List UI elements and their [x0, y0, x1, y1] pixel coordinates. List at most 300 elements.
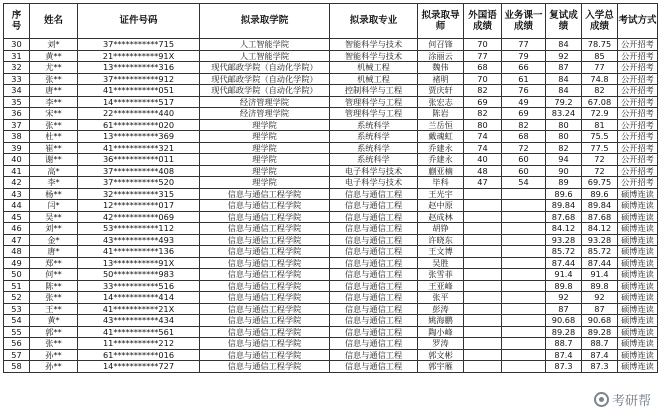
- table-row: [4, 257, 658, 269]
- cell-college: 信息与通信工程学院: [200, 349, 330, 361]
- cell-retest: 92: [546, 50, 582, 62]
- cell-id: 14***********414: [78, 292, 200, 304]
- cell-retest: 94: [546, 154, 582, 166]
- cell-name: 闫*: [30, 200, 78, 212]
- cell-retest: 90.68: [546, 315, 582, 327]
- cell-total: 87.4: [582, 349, 618, 361]
- cell-total: 89.8: [582, 280, 618, 292]
- cell-name: 杜**: [30, 131, 78, 143]
- cell-id: 43***********493: [78, 234, 200, 246]
- cell-major: 管理科学与工程: [330, 108, 418, 120]
- cell-business: [502, 338, 546, 350]
- cell-business: [502, 280, 546, 292]
- cell-seq: 43: [4, 188, 30, 200]
- table-row: [4, 200, 658, 212]
- cell-total: 93.28: [582, 234, 618, 246]
- cell-name: 崔**: [30, 142, 78, 154]
- cell-total: 89.28: [582, 326, 618, 338]
- cell-business: 54: [502, 177, 546, 189]
- cell-business: [502, 188, 546, 200]
- cell-id: 21***********91X: [78, 50, 200, 62]
- cell-name: 郭**: [30, 326, 78, 338]
- table-row: [4, 361, 658, 373]
- header-foreign: 外国语 成绩: [464, 4, 502, 39]
- admission-table: [3, 3, 658, 373]
- cell-method: 公开招考: [618, 108, 658, 120]
- cell-name: 张**: [30, 119, 78, 131]
- table-row: [4, 154, 658, 166]
- header-total: 入学总 成绩: [582, 4, 618, 39]
- cell-method: 公开招考: [618, 85, 658, 97]
- cell-method: 硕博连读: [618, 326, 658, 338]
- cell-method: 硕博连读: [618, 315, 658, 327]
- cell-college: 信息与通信工程学院: [200, 292, 330, 304]
- cell-college: 现代邮政学院（自动化学院）: [200, 85, 330, 97]
- cell-method: 硕博连读: [618, 338, 658, 350]
- cell-method: 公开招考: [618, 119, 658, 131]
- cell-total: 88.7: [582, 338, 618, 350]
- cell-total: 89.6: [582, 188, 618, 200]
- cell-name: 刘*: [30, 39, 78, 51]
- cell-name: 谢**: [30, 154, 78, 166]
- cell-major: 信息与通信工程: [330, 234, 418, 246]
- cell-seq: 58: [4, 361, 30, 373]
- cell-foreign: [464, 269, 502, 281]
- cell-foreign: 70: [464, 39, 502, 51]
- cell-college: 信息与通信工程学院: [200, 211, 330, 223]
- cell-id: 22***********440: [78, 108, 200, 120]
- cell-retest: 87: [546, 62, 582, 74]
- cell-foreign: 82: [464, 108, 502, 120]
- cell-foreign: [464, 223, 502, 235]
- cell-foreign: 74: [464, 142, 502, 154]
- cell-seq: 54: [4, 315, 30, 327]
- cell-method: 硕博连读: [618, 349, 658, 361]
- cell-major: 信息与通信工程: [330, 257, 418, 269]
- watermark: [591, 390, 654, 409]
- cell-retest: 85.72: [546, 246, 582, 258]
- cell-total: 89.84: [582, 200, 618, 212]
- cell-major: 机械工程: [330, 73, 418, 85]
- cell-seq: 51: [4, 280, 30, 292]
- cell-major: 信息与通信工程: [330, 349, 418, 361]
- cell-retest: 89.8: [546, 280, 582, 292]
- table-body: [4, 39, 658, 373]
- cell-retest: 88.7: [546, 338, 582, 350]
- cell-foreign: [464, 200, 502, 212]
- table-row: [4, 165, 658, 177]
- cell-id: 43***********434: [78, 315, 200, 327]
- cell-foreign: 80: [464, 119, 502, 131]
- cell-advisor: 吴胜: [418, 257, 464, 269]
- cell-business: [502, 269, 546, 281]
- cell-method: 公开招考: [618, 50, 658, 62]
- cell-major: 信息与通信工程: [330, 211, 418, 223]
- table-row: [4, 303, 658, 315]
- cell-business: [502, 303, 546, 315]
- cell-total: 82: [582, 85, 618, 97]
- cell-method: 硕博连读: [618, 269, 658, 281]
- cell-id: 50***********983: [78, 269, 200, 281]
- cell-name: 张**: [30, 73, 78, 85]
- cell-method: 硕博连读: [618, 223, 658, 235]
- cell-method: 硕博连读: [618, 211, 658, 223]
- cell-id: 41***********321: [78, 142, 200, 154]
- cell-college: 信息与通信工程学院: [200, 361, 330, 373]
- cell-foreign: 70: [464, 73, 502, 85]
- table-row: [4, 326, 658, 338]
- cell-business: [502, 315, 546, 327]
- cell-college: 信息与通信工程学院: [200, 326, 330, 338]
- cell-business: 77: [502, 39, 546, 51]
- cell-foreign: 74: [464, 131, 502, 143]
- cell-total: 74.8: [582, 73, 618, 85]
- cell-major: 信息与通信工程: [330, 338, 418, 350]
- table-row: [4, 50, 658, 62]
- cell-name: 黄**: [30, 50, 78, 62]
- cell-method: 硕博连读: [618, 292, 658, 304]
- cell-seq: 41: [4, 165, 30, 177]
- cell-college: 信息与通信工程学院: [200, 269, 330, 281]
- cell-major: 信息与通信工程: [330, 326, 418, 338]
- cell-foreign: 68: [464, 62, 502, 74]
- cell-seq: 33: [4, 73, 30, 85]
- cell-foreign: [464, 315, 502, 327]
- cell-college: 经济管理学院: [200, 96, 330, 108]
- circle-logo-icon: [594, 392, 609, 407]
- cell-major: 系统科学: [330, 131, 418, 143]
- cell-total: 69.75: [582, 177, 618, 189]
- cell-major: 信息与通信工程: [330, 246, 418, 258]
- cell-major: 控制科学与工程: [330, 85, 418, 97]
- cell-retest: 87.44: [546, 257, 582, 269]
- cell-advisor: 胡铮: [418, 223, 464, 235]
- cell-retest: 80: [546, 119, 582, 131]
- cell-seq: 38: [4, 131, 30, 143]
- cell-id: 42***********069: [78, 211, 200, 223]
- cell-seq: 47: [4, 234, 30, 246]
- cell-name: 唐**: [30, 85, 78, 97]
- cell-major: 系统科学: [330, 154, 418, 166]
- cell-major: 系统科学: [330, 119, 418, 131]
- cell-name: 黄*: [30, 315, 78, 327]
- cell-major: 信息与通信工程: [330, 223, 418, 235]
- header-row: [4, 4, 658, 39]
- cell-method: 公开招考: [618, 62, 658, 74]
- cell-total: 87: [582, 303, 618, 315]
- cell-total: 72.9: [582, 108, 618, 120]
- watermark-text: 考研帮: [611, 394, 651, 409]
- table-row: [4, 142, 658, 154]
- cell-retest: 93.28: [546, 234, 582, 246]
- cell-retest: 89: [546, 177, 582, 189]
- header-name: 姓名: [30, 4, 78, 39]
- cell-foreign: [464, 326, 502, 338]
- cell-seq: 36: [4, 108, 30, 120]
- header-college: 拟录取学院: [200, 4, 330, 39]
- header-id: 证件号码: [78, 4, 200, 39]
- cell-advisor: 陶小峰: [418, 326, 464, 338]
- cell-major: 信息与通信工程: [330, 315, 418, 327]
- cell-foreign: [464, 234, 502, 246]
- cell-id: 41***********136: [78, 246, 200, 258]
- cell-advisor: 贾庆轩: [418, 85, 464, 97]
- cell-id: 37***********715: [78, 39, 200, 51]
- cell-business: [502, 200, 546, 212]
- cell-business: [502, 223, 546, 235]
- cell-id: 14***********517: [78, 96, 200, 108]
- cell-college: 理学院: [200, 177, 330, 189]
- cell-id: 33***********516: [78, 280, 200, 292]
- cell-foreign: [464, 188, 502, 200]
- cell-method: 硕博连读: [618, 257, 658, 269]
- cell-major: 机械工程: [330, 62, 418, 74]
- cell-college: 经济管理学院: [200, 108, 330, 120]
- cell-advisor: 王亚峰: [418, 280, 464, 292]
- cell-total: 85.72: [582, 246, 618, 258]
- cell-name: 陈**: [30, 280, 78, 292]
- cell-method: 公开招考: [618, 39, 658, 51]
- cell-method: 公开招考: [618, 96, 658, 108]
- cell-major: 管理科学与工程: [330, 96, 418, 108]
- cell-id: 37***********408: [78, 165, 200, 177]
- cell-id: 36***********011: [78, 154, 200, 166]
- cell-seq: 56: [4, 338, 30, 350]
- cell-retest: 84: [546, 73, 582, 85]
- table-row: [4, 96, 658, 108]
- cell-advisor: 姚海鹏: [418, 315, 464, 327]
- cell-business: 66: [502, 62, 546, 74]
- cell-retest: 84: [546, 39, 582, 51]
- cell-college: 信息与通信工程学院: [200, 303, 330, 315]
- cell-method: 硕博连读: [618, 280, 658, 292]
- cell-major: 信息与通信工程: [330, 188, 418, 200]
- cell-business: [502, 326, 546, 338]
- cell-id: 61***********016: [78, 349, 200, 361]
- table-row: [4, 108, 658, 120]
- cell-method: 硕博连读: [618, 188, 658, 200]
- cell-major: 信息与通信工程: [330, 361, 418, 373]
- cell-seq: 35: [4, 96, 30, 108]
- cell-seq: 34: [4, 85, 30, 97]
- cell-college: 信息与通信工程学院: [200, 234, 330, 246]
- table-header: [4, 4, 658, 39]
- cell-business: 61: [502, 73, 546, 85]
- cell-retest: 90: [546, 165, 582, 177]
- cell-college: 信息与通信工程学院: [200, 188, 330, 200]
- cell-advisor: 张宏志: [418, 96, 464, 108]
- cell-name: 吴**: [30, 211, 78, 223]
- cell-seq: 57: [4, 349, 30, 361]
- header-seq: 序 号: [4, 4, 30, 39]
- cell-advisor: 蒯亚楠: [418, 165, 464, 177]
- cell-foreign: [464, 361, 502, 373]
- cell-retest: 89.28: [546, 326, 582, 338]
- cell-business: [502, 257, 546, 269]
- cell-major: 智能科学与技术: [330, 39, 418, 51]
- cell-id: 32***********315: [78, 188, 200, 200]
- cell-advisor: 王文博: [418, 246, 464, 258]
- cell-college: 人工智能学院: [200, 39, 330, 51]
- cell-foreign: [464, 303, 502, 315]
- cell-foreign: [464, 292, 502, 304]
- cell-advisor: 许晓东: [418, 234, 464, 246]
- cell-name: 张**: [30, 338, 78, 350]
- cell-advisor: 赵成林: [418, 211, 464, 223]
- cell-business: 68: [502, 131, 546, 143]
- table-row: [4, 119, 658, 131]
- cell-foreign: [464, 257, 502, 269]
- cell-id: 12***********017: [78, 200, 200, 212]
- cell-advisor: 王光宇: [418, 188, 464, 200]
- cell-major: 信息与通信工程: [330, 200, 418, 212]
- cell-college: 理学院: [200, 142, 330, 154]
- table-row: [4, 338, 658, 350]
- cell-method: 硕博连读: [618, 361, 658, 373]
- cell-retest: 80: [546, 131, 582, 143]
- cell-seq: 30: [4, 39, 30, 51]
- cell-business: [502, 349, 546, 361]
- cell-foreign: [464, 280, 502, 292]
- cell-retest: 79.2: [546, 96, 582, 108]
- cell-id: 13***********316: [78, 62, 200, 74]
- cell-business: 60: [502, 154, 546, 166]
- cell-seq: 44: [4, 200, 30, 212]
- cell-retest: 87: [546, 303, 582, 315]
- cell-seq: 49: [4, 257, 30, 269]
- cell-retest: 92: [546, 292, 582, 304]
- cell-id: 11***********212: [78, 338, 200, 350]
- cell-retest: 89.84: [546, 200, 582, 212]
- table-row: [4, 246, 658, 258]
- cell-retest: 82: [546, 142, 582, 154]
- table-row: [4, 315, 658, 327]
- cell-college: 理学院: [200, 154, 330, 166]
- cell-business: 72: [502, 142, 546, 154]
- cell-seq: 31: [4, 50, 30, 62]
- cell-foreign: [464, 211, 502, 223]
- table-row: [4, 62, 658, 74]
- table-row: [4, 234, 658, 246]
- header-retest: 复试成 绩: [546, 4, 582, 39]
- cell-college: 人工智能学院: [200, 50, 330, 62]
- cell-advisor: 彭涛: [418, 303, 464, 315]
- table-row: [4, 39, 658, 51]
- cell-college: 信息与通信工程学院: [200, 246, 330, 258]
- cell-advisor: 陈岩: [418, 108, 464, 120]
- cell-retest: 84: [546, 85, 582, 97]
- cell-advisor: 张平: [418, 292, 464, 304]
- cell-business: 82: [502, 119, 546, 131]
- cell-foreign: 48: [464, 165, 502, 177]
- cell-college: 信息与通信工程学院: [200, 257, 330, 269]
- cell-id: 13***********369: [78, 131, 200, 143]
- table-row: [4, 131, 658, 143]
- cell-id: 41***********051: [78, 85, 200, 97]
- table-row: [4, 223, 658, 235]
- cell-seq: 46: [4, 223, 30, 235]
- cell-major: 信息与通信工程: [330, 269, 418, 281]
- cell-college: 理学院: [200, 165, 330, 177]
- cell-total: 87.68: [582, 211, 618, 223]
- cell-college: 理学院: [200, 131, 330, 143]
- cell-name: 张**: [30, 292, 78, 304]
- cell-business: [502, 246, 546, 258]
- cell-advisor: 赵中原: [418, 200, 464, 212]
- cell-major: 信息与通信工程: [330, 292, 418, 304]
- cell-name: 李**: [30, 96, 78, 108]
- cell-college: 信息与通信工程学院: [200, 223, 330, 235]
- table-row: [4, 269, 658, 281]
- cell-college: 信息与通信工程学院: [200, 280, 330, 292]
- cell-retest: 87.68: [546, 211, 582, 223]
- cell-seq: 53: [4, 303, 30, 315]
- cell-college: 信息与通信工程学院: [200, 200, 330, 212]
- cell-method: 硕博连读: [618, 200, 658, 212]
- cell-foreign: [464, 349, 502, 361]
- cell-total: 90.68: [582, 315, 618, 327]
- cell-method: 公开招考: [618, 142, 658, 154]
- cell-method: 硕博连读: [618, 303, 658, 315]
- cell-foreign: 69: [464, 96, 502, 108]
- cell-advisor: 郭宇雁: [418, 361, 464, 373]
- header-business: 业务课一 成绩: [502, 4, 546, 39]
- table-row: [4, 177, 658, 189]
- cell-name: 何**: [30, 269, 78, 281]
- cell-advisor: 张雪菲: [418, 269, 464, 281]
- cell-name: 杨**: [30, 188, 78, 200]
- table-row: [4, 292, 658, 304]
- cell-total: 78.75: [582, 39, 618, 51]
- cell-advisor: 毕科: [418, 177, 464, 189]
- cell-name: 王**: [30, 303, 78, 315]
- cell-advisor: 戴魂虹: [418, 131, 464, 143]
- cell-method: 公开招考: [618, 177, 658, 189]
- cell-id: 37***********912: [78, 73, 200, 85]
- header-method: 考试方式: [618, 4, 658, 39]
- cell-name: 李*: [30, 177, 78, 189]
- cell-foreign: 40: [464, 154, 502, 166]
- cell-retest: 87.4: [546, 349, 582, 361]
- cell-foreign: 47: [464, 177, 502, 189]
- cell-seq: 42: [4, 177, 30, 189]
- cell-advisor: 乔建永: [418, 154, 464, 166]
- cell-seq: 40: [4, 154, 30, 166]
- cell-seq: 32: [4, 62, 30, 74]
- cell-id: 41***********21X: [78, 303, 200, 315]
- cell-advisor: 乔建永: [418, 142, 464, 154]
- table-row: [4, 85, 658, 97]
- cell-major: 智能科学与技术: [330, 50, 418, 62]
- table-row: [4, 188, 658, 200]
- cell-advisor: 涂丽云: [418, 50, 464, 62]
- header-major: 拟录取专业: [330, 4, 418, 39]
- cell-retest: 84.12: [546, 223, 582, 235]
- cell-college: 现代邮政学院（自动化学院）: [200, 73, 330, 85]
- table-row: [4, 280, 658, 292]
- table-row: [4, 73, 658, 85]
- cell-business: [502, 211, 546, 223]
- cell-major: 信息与通信工程: [330, 280, 418, 292]
- cell-method: 硕博连读: [618, 246, 658, 258]
- cell-seq: 39: [4, 142, 30, 154]
- cell-name: 唐*: [30, 246, 78, 258]
- cell-major: 电子科学与技术: [330, 165, 418, 177]
- cell-total: 91.4: [582, 269, 618, 281]
- cell-total: 92: [582, 292, 618, 304]
- cell-id: 37***********520: [78, 177, 200, 189]
- header-advisor: 拟录取导 师: [418, 4, 464, 39]
